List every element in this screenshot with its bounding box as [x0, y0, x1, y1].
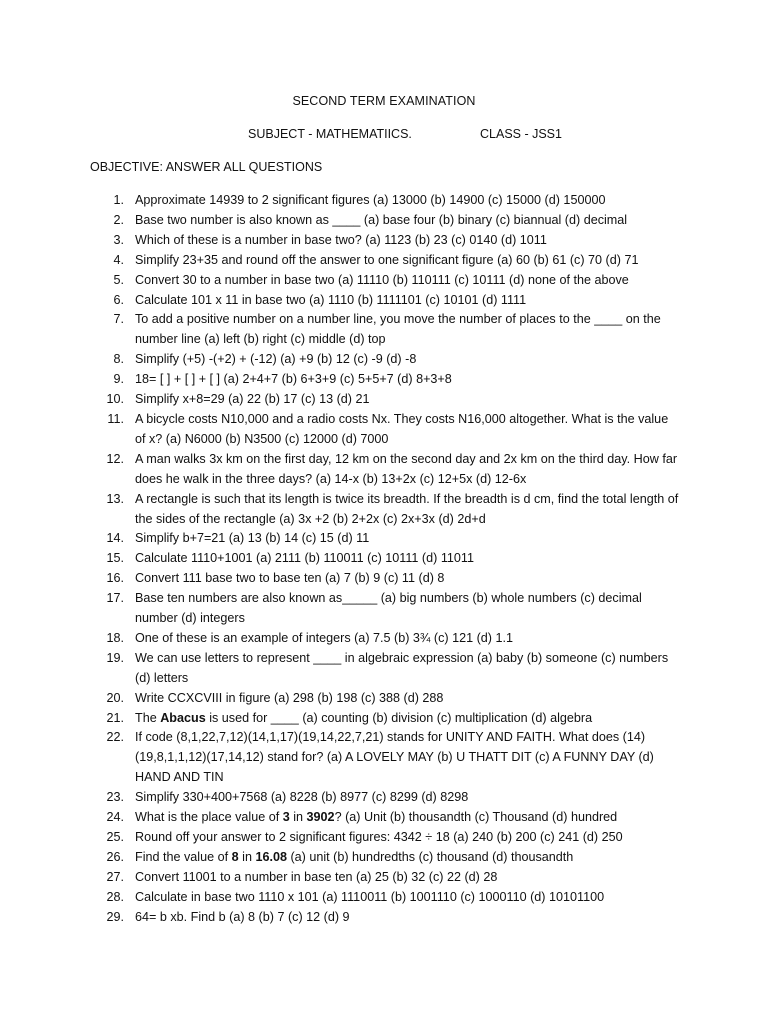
question-text-segment: Calculate in base two 1110 x 101 (a) 1110011 (b) 1001110 (c) 1000110 (d) 10101100	[135, 889, 605, 904]
question-number: 2.	[113, 212, 124, 227]
question-number: 21.	[106, 710, 124, 725]
question-item	[102, 569, 682, 589]
question-item	[102, 410, 682, 450]
question-number: 10.	[106, 392, 124, 407]
question-text-segment: 64= b xb. Find b (a) 8 (b) 7 (c) 12 (d) 9	[135, 909, 350, 924]
question-item	[102, 390, 682, 410]
question-text	[135, 312, 661, 346]
question-item	[102, 231, 682, 251]
question-text-segment: Simplify (+5) -(+2) + (-12) (a) +9 (b) 12 (c) -9 (d) -8	[135, 352, 417, 367]
exam-title: SECOND TERM EXAMINATION	[292, 94, 476, 108]
question-text	[135, 870, 497, 884]
question-text-segment: To add a positive number on a number line, you move the number of places to the ____ on the number line (a) left (b) right (c) middle (d) top	[135, 312, 661, 347]
question-number: 18.	[106, 630, 124, 645]
question-text-segment: Calculate 101 x 11 in base two (a) 1110 (b) 1111101 (c) 10101 (d) 1111	[135, 292, 527, 307]
question-text	[135, 850, 573, 864]
question-text	[135, 631, 513, 645]
question-text-segment: Round off your answer to 2 significant figures: 4342 ÷ 18 (a) 240 (b) 200 (c) 241 (d) 250	[135, 830, 623, 844]
question-text	[135, 412, 668, 446]
question-text-segment: Simplify 330+400+7568 (a) 8228 (b) 8977 (c) 8299 (d) 8298	[135, 790, 469, 805]
question-emphasis: 16.08	[255, 849, 287, 864]
question-number: 15.	[106, 551, 124, 566]
question-text	[135, 352, 416, 366]
question-item	[102, 529, 682, 549]
question-text	[135, 273, 629, 287]
question-text-segment: Base ten numbers are also known as_____ (a) big numbers (b) whole numbers (c) decimal number (d) integers	[135, 591, 642, 626]
question-number: 8.	[113, 352, 124, 367]
question-item	[102, 291, 682, 311]
question-text	[135, 392, 370, 406]
question-text	[135, 571, 444, 585]
question-number: 24.	[106, 810, 124, 825]
class-label: CLASS - JSS1	[480, 127, 562, 141]
question-text	[135, 193, 605, 207]
question-item	[102, 709, 682, 729]
question-item	[102, 689, 682, 709]
question-text-segment: Calculate 1110+1001 (a) 2111 (b) 110011 (c) 10111 (d) 11011	[135, 551, 474, 566]
question-text-segment: Approximate 14939 to 2 significant figures (a) 13000 (b) 14900 (c) 15000 (d) 150000	[135, 193, 606, 207]
question-text-segment: Base two number is also known as ____ (a) base four (b) binary (c) biannual (d) decimal	[135, 212, 628, 227]
question-number: 12.	[106, 451, 124, 466]
question-text	[135, 531, 369, 545]
question-number: 13.	[106, 491, 124, 506]
question-item	[102, 251, 682, 271]
question-item	[102, 788, 682, 808]
question-number: 20.	[106, 690, 124, 705]
question-text-segment: ? (a) Unit (b) thousandth (c) Thousand (d) hundred	[334, 810, 618, 825]
question-text-segment: What is the place value of	[135, 810, 283, 825]
question-text-segment: Write CCXCVIII in figure (a) 298 (b) 198 (c) 388 (d) 288	[135, 690, 444, 705]
question-item	[102, 888, 682, 908]
question-item	[102, 490, 682, 530]
question-number: 14.	[106, 531, 124, 546]
question-text-segment: We can use letters to represent ____ in algebraic expression (a) baby (b) someone (c) numbers (d) letters	[135, 650, 669, 685]
question-text	[135, 293, 526, 307]
question-number: 11.	[107, 411, 124, 426]
question-number: 25.	[106, 830, 124, 844]
question-text	[135, 213, 627, 227]
question-text	[135, 691, 443, 705]
question-item	[102, 310, 682, 350]
question-number: 26.	[106, 849, 124, 864]
question-text-segment: A rectangle is such that its length is twice its breadth. If the breadth is d cm, find the total length of the sides of the rectangle (a) 3x +2 (b) 2+2x (c) 2x+3x (d) 2d+d	[135, 491, 679, 526]
question-text-segment: is used for ____ (a) counting (b) division (c) multiplication (d) algebra	[205, 710, 593, 725]
question-text-segment: Convert 111 base two to base ten (a) 7 (b) 9 (c) 11 (d) 8	[135, 571, 445, 586]
question-item	[102, 908, 682, 928]
question-text	[135, 810, 617, 824]
question-text-segment: One of these is an example of integers (a) 7.5 (b) 3¾ (c) 121 (d) 1.1	[135, 630, 514, 645]
question-item	[102, 868, 682, 888]
question-number: 9.	[113, 372, 124, 387]
question-item	[102, 589, 682, 629]
question-item	[102, 649, 682, 689]
question-text-segment: Simplify b+7=21 (a) 13 (b) 14 (c) 15 (d) 11	[135, 531, 370, 546]
question-text-segment: Convert 30 to a number in base two (a) 11110 (b) 110111 (c) 10111 (d) none of the above	[135, 272, 629, 287]
question-emphasis: 3	[282, 810, 290, 825]
question-text-segment: Which of these is a number in base two? (a) 1123 (b) 23 (c) 0140 (d) 1011	[135, 232, 547, 247]
question-item	[102, 191, 682, 211]
question-item	[102, 728, 682, 788]
question-text	[135, 830, 623, 844]
question-text	[135, 253, 638, 267]
question-text-segment: Simplify x+8=29 (a) 22 (b) 17 (c) 13 (d) 21	[135, 392, 370, 407]
question-text-segment: Find the value of	[135, 849, 232, 864]
question-item	[102, 370, 682, 390]
question-text	[135, 890, 604, 904]
question-number: 6.	[113, 292, 124, 307]
question-item	[102, 450, 682, 490]
question-text-segment: 18= [ ] + [ ] + [ ] (a) 2+4+7 (b) 6+3+9 (c) 5+5+7 (d) 8+3+8	[135, 372, 452, 387]
objective-instruction: OBJECTIVE: ANSWER ALL QUESTIONS	[90, 160, 323, 174]
question-text-segment: A bicycle costs N10,000 and a radio costs Nx. They costs N16,000 altogether. What is the value of x? (a) N6000 (b) N3500 (c) 12000 (d) 7000	[135, 411, 669, 446]
question-number: 27.	[106, 869, 124, 884]
question-number: 23.	[106, 790, 124, 805]
question-number: 29.	[106, 909, 124, 924]
question-emphasis: 3902	[306, 810, 335, 825]
question-list	[102, 191, 682, 928]
question-text-segment: If code (8,1,22,7,12)(14,1,17)(19,14,22,7,21) stands for UNITY AND FAITH. What does (14)(19,8,1,1,12)(17,14,12) stand for? (a) A LOVELY MAY (b) U THATT DIT (c) A FUNNY DAY (d) HAND AND TIN	[135, 730, 654, 785]
question-number: 5.	[113, 272, 124, 287]
question-number: 28.	[106, 889, 124, 904]
question-number: 17.	[106, 591, 124, 606]
question-item	[102, 549, 682, 569]
question-text-segment: Convert 11001 to a number in base ten (a) 25 (b) 32 (c) 22 (d) 28	[135, 869, 498, 884]
question-number: 22.	[106, 730, 124, 745]
question-text	[135, 233, 547, 247]
question-item	[102, 211, 682, 231]
question-text	[135, 651, 668, 685]
question-text-segment: Simplify 23+35 and round off the answer to one significant figure (a) 60 (b) 61 (c) 70 (d) 71	[135, 252, 639, 267]
question-text-segment: A man walks 3x km on the first day, 12 km on the second day and 2x km on the third day. How far does he walk in the three days? (a) 14-x (b) 13+2x (c) 12+5x (d) 12-6x	[135, 451, 678, 486]
question-text-segment: (a) unit (b) hundredths (c) thousand (d) thousandth	[286, 849, 574, 864]
question-number: 19.	[106, 650, 124, 665]
question-text	[135, 551, 474, 565]
question-text	[135, 452, 677, 486]
subject-label: SUBJECT - MATHEMATIICS.	[248, 127, 412, 141]
question-number: 16.	[106, 571, 124, 586]
question-emphasis: 8	[231, 849, 239, 864]
question-text	[135, 372, 452, 386]
question-text	[135, 790, 468, 804]
question-text	[135, 711, 592, 725]
question-text-segment: The	[135, 710, 161, 725]
question-emphasis: Abacus	[160, 710, 206, 725]
question-number: 7.	[113, 312, 124, 327]
question-text-segment: in	[289, 810, 307, 825]
question-number: 1.	[113, 193, 124, 207]
question-item	[102, 350, 682, 370]
question-text	[135, 730, 654, 784]
question-item	[102, 629, 682, 649]
question-text	[135, 492, 678, 526]
question-item	[102, 848, 682, 868]
question-item	[102, 271, 682, 291]
question-item	[102, 808, 682, 828]
question-text-segment: in	[238, 849, 256, 864]
question-text	[135, 910, 350, 924]
question-item	[102, 828, 682, 848]
question-number: 3.	[113, 232, 124, 247]
question-number: 4.	[113, 252, 124, 267]
question-text	[135, 591, 642, 625]
